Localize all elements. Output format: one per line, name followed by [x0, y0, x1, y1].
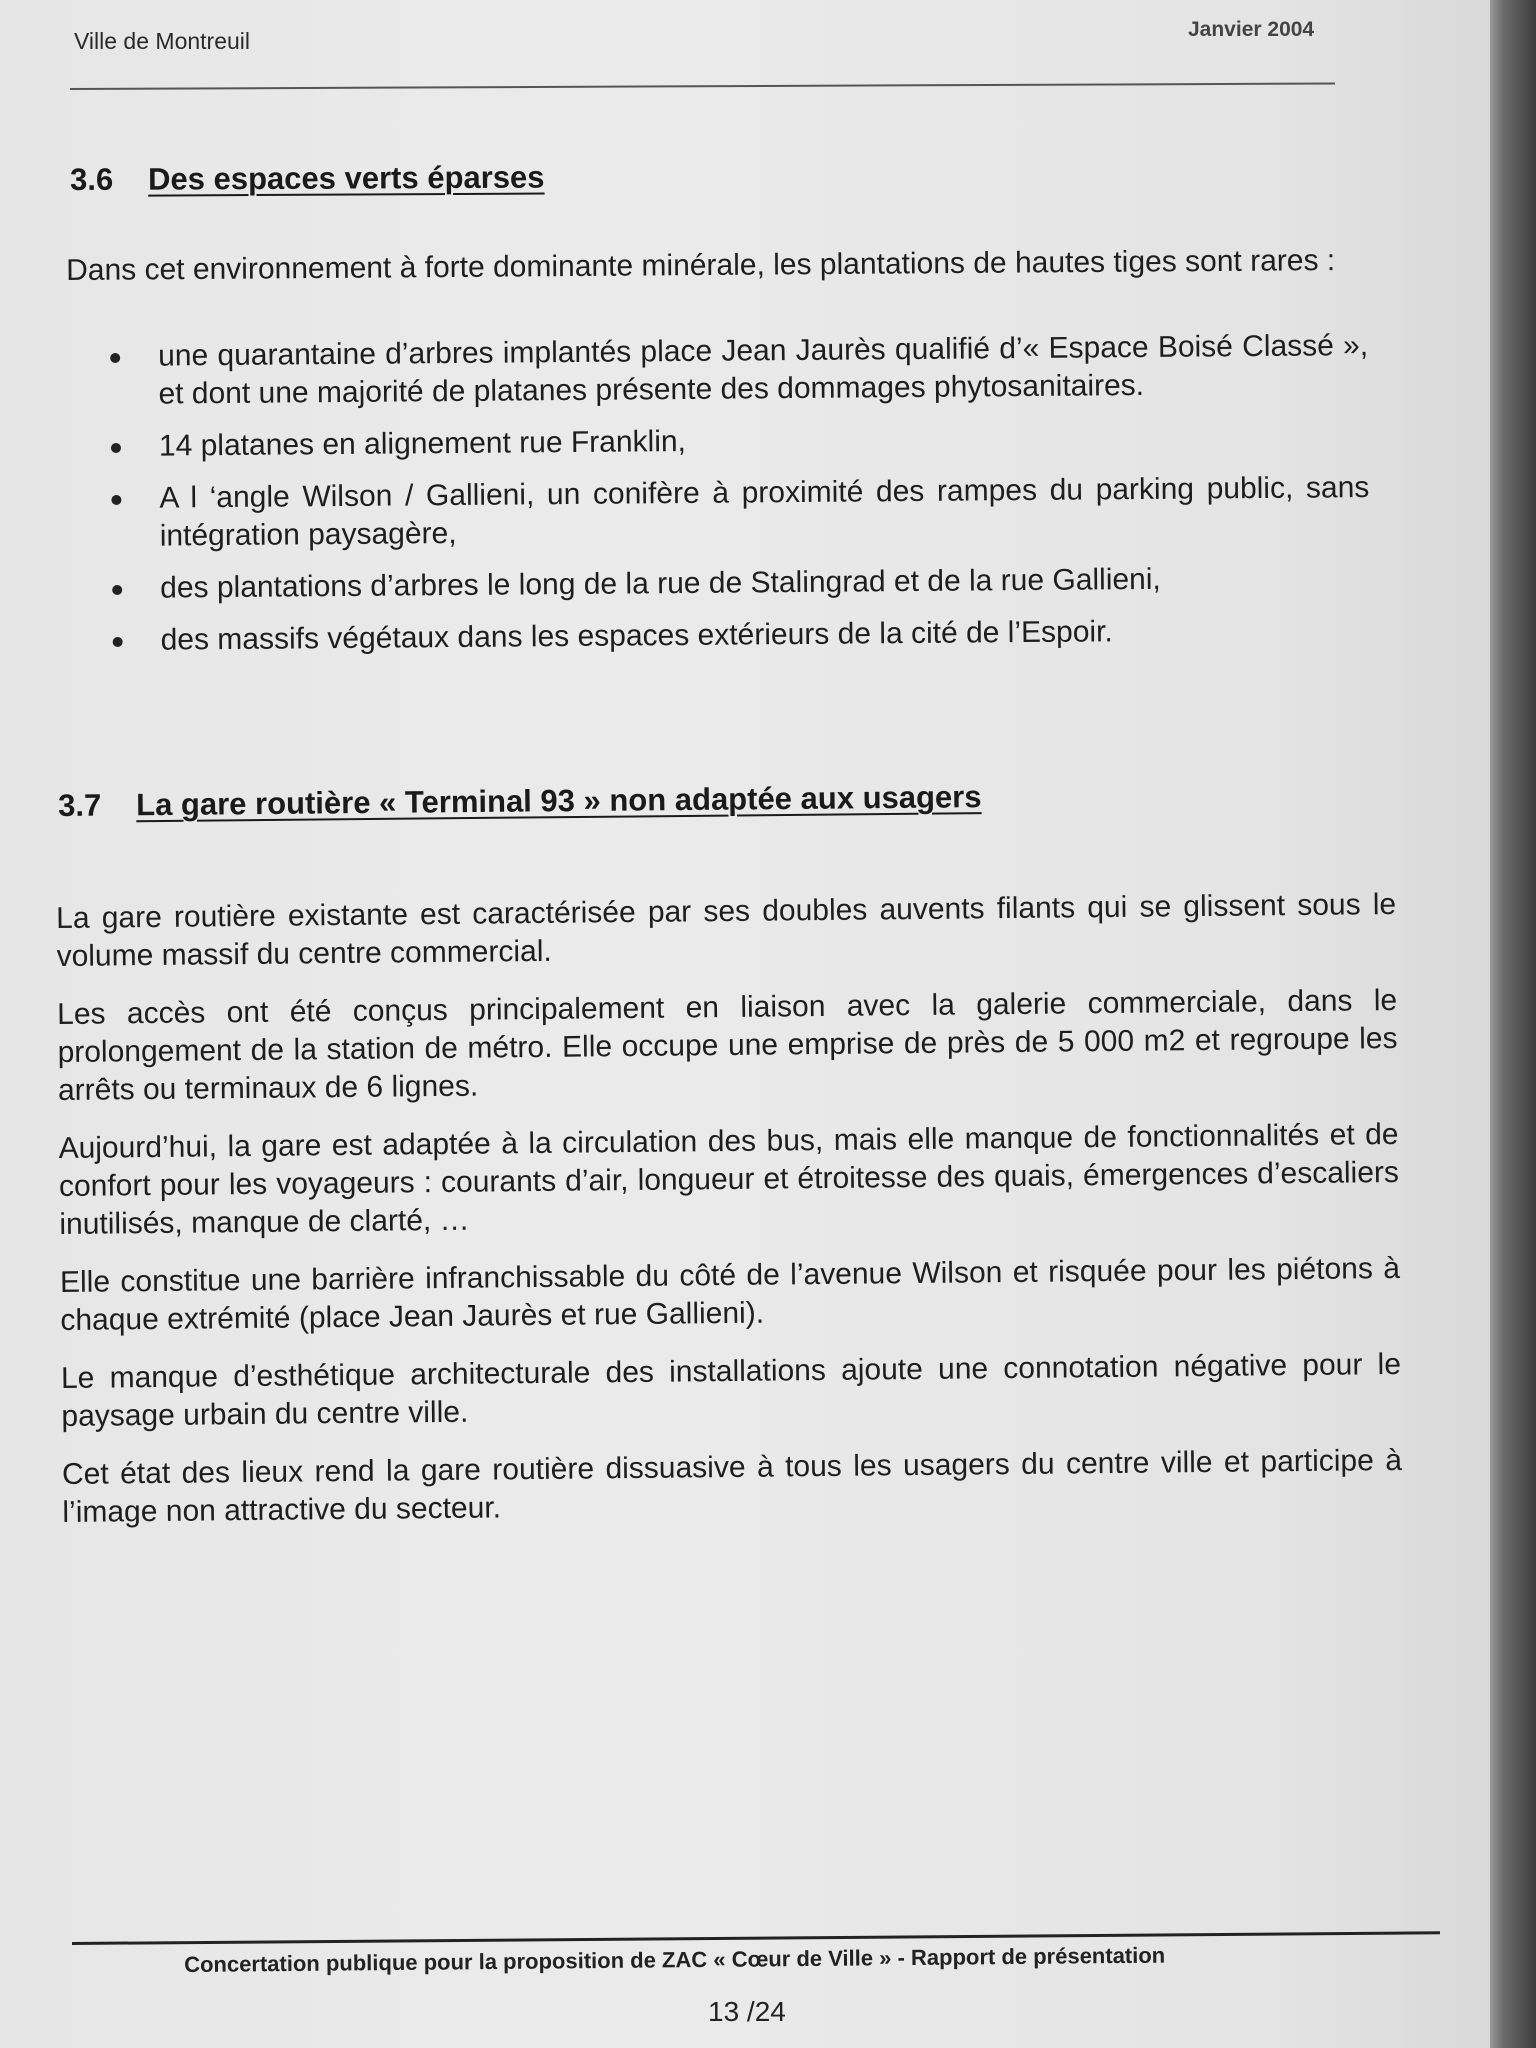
section-title: La gare routière « Terminal 93 » non adaptée aux usagers — [135, 779, 982, 823]
list-item — [112, 611, 1370, 660]
list-item-text: 14 platanes en alignement rue Franklin, — [158, 424, 687, 463]
bullet-icon — [112, 585, 122, 595]
page-number: 13 /24 — [708, 1996, 786, 2027]
list-item-text: des plantations d’arbres le long de la rue de Stalingrad et de la rue Gallieni, — [160, 562, 1161, 605]
list-item — [112, 559, 1370, 608]
body-paragraph: Cet état des lieux rend la gare routière dissuasive à tous les usagers du centre ville et participe à l’image non attractive du secteur. — [61, 1443, 1403, 1529]
body-paragraph: Le manque d’esthétique architecturale des installations ajoute une connotation négative pour le paysage urbain du centre ville. — [60, 1347, 1402, 1433]
green-spaces-list — [110, 327, 1371, 674]
footer-divider — [72, 1931, 1440, 1945]
section-number: 3.6 — [70, 161, 114, 197]
list-item — [111, 417, 1369, 466]
list-item-text: une quarantaine d’arbres implantés place Jean Jaurès qualifié d’« Espace Boisé Classé », et dont une majorité de platanes présente des dommages phytosanitaires. — [158, 329, 1369, 411]
bullet-icon — [111, 443, 121, 453]
bullet-icon — [110, 353, 120, 363]
bullet-icon — [111, 495, 121, 505]
body-paragraph: Les accès ont été conçus principalement en liaison avec la galerie commerciale, dans le prolongement de la station de métro. Elle occupe une emprise de près de 5 000 m2 et regroupe les arrêts ou terminaux de 6 lignes. — [57, 983, 1398, 1107]
section-intro-paragraph: Dans cet environnement à forte dominante minérale, les plantations de hautes tiges sont rares : — [66, 244, 1336, 287]
section-title: Des espaces verts éparses — [147, 159, 545, 197]
section-heading-3-7 — [58, 779, 982, 824]
list-item-text: A l ‘angle Wilson / Gallieni, un conifère à proximité des rampes du parking public, sans intégration paysagère, — [159, 471, 1370, 553]
section-body — [56, 886, 1403, 1552]
body-paragraph: Aujourd’hui, la gare est adaptée à la circulation des bus, mais elle manque de fonctionnalités et de confort pour les voyageurs : courants d’air, longueur et étroitesse des quais, émergences d’escaliers inutilisés, manque de clarté, … — [58, 1117, 1400, 1241]
list-item-text: des massifs végétaux dans les espaces extérieurs de la cité de l’Espoir. — [160, 615, 1113, 657]
page-edge-shadow — [1490, 0, 1536, 2048]
bullet-icon — [113, 637, 123, 647]
section-heading-3-6 — [70, 160, 545, 198]
footer-title: Concertation publique pour la proposition de ZAC « Cœur de Ville » - Rapport de présentation — [184, 1942, 1166, 1977]
header-date: Janvier 2004 — [1188, 18, 1315, 41]
list-item — [111, 469, 1370, 556]
body-paragraph: Elle constitue une barrière infranchissable du côté de l’avenue Wilson et risquée pour les piétons à chaque extrémité (place Jean Jaurès et rue Gallieni). — [59, 1251, 1401, 1337]
body-paragraph: La gare routière existante est caractérisée par ses doubles auvents filants qui se glissent sous le volume massif du centre commercial. — [56, 887, 1397, 973]
header-divider — [70, 82, 1335, 90]
header-organization: Ville de Montreuil — [74, 28, 251, 54]
section-number: 3.7 — [58, 787, 102, 823]
list-item — [110, 327, 1369, 414]
